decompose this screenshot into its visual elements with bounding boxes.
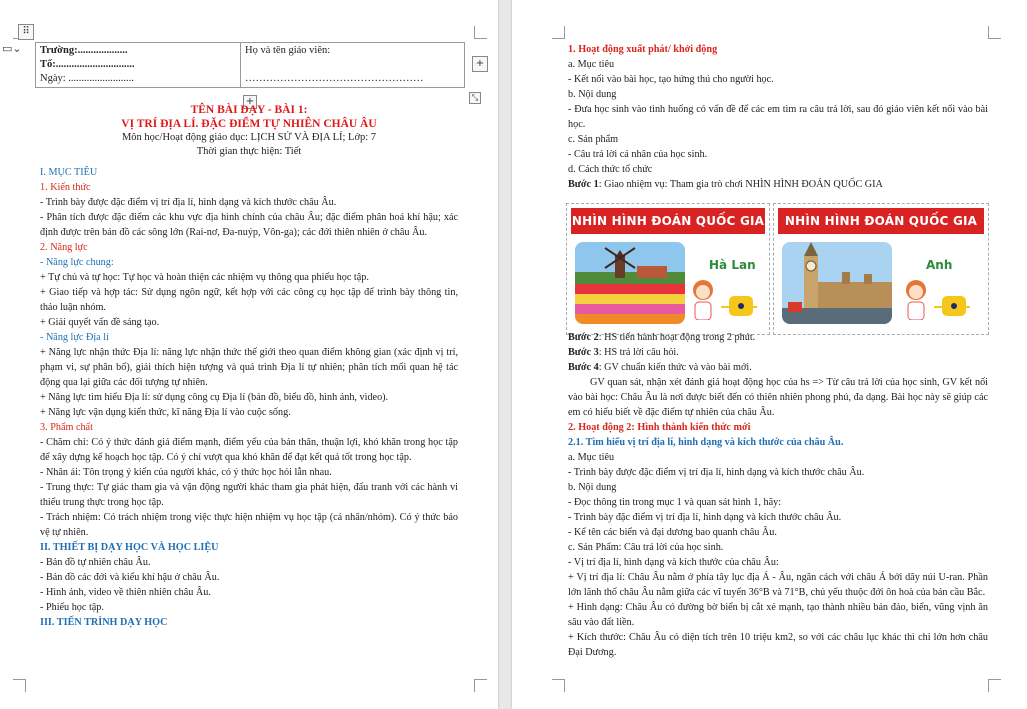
document-page-right bbox=[512, 0, 1027, 709]
product-label: c. Sản phẩm bbox=[568, 134, 619, 145]
subheading-competence: 2. Năng lực bbox=[40, 242, 88, 253]
student-girl-icon bbox=[689, 278, 717, 320]
add-column-icon[interactable]: + bbox=[472, 56, 488, 72]
to-field: Tổ:.............................. bbox=[40, 59, 135, 70]
margin-corner-mark bbox=[552, 26, 565, 39]
answer-button-icon[interactable] bbox=[729, 296, 753, 316]
content-label: b. Nội dung bbox=[568, 482, 617, 493]
objective-text: - Kết nối vào bài học, tạo hứng thú cho người học. bbox=[568, 74, 774, 85]
content-item: - Đọc thông tin trong mục 1 và quan sát hình 1, hãy: bbox=[568, 497, 782, 508]
margin-corner-mark bbox=[13, 679, 26, 692]
activity2-heading: 2. Hoạt động 2: Hình thành kiến thức mới bbox=[568, 422, 751, 433]
product-item: + Kích thước: Châu Âu có diện tích trên 10 triệu km2, so với các châu lục khác thì chỉ lớn hơn châu Đại Dương. bbox=[568, 632, 988, 658]
knowledge-item: - Phân tích được đặc điểm các khu vực địa hình chính của châu Âu; đặc điểm phân hoá khí hậu; xác định được trên bản đồ các sông lớn (Rai-nơ, Đa-nuýp, Vôn-ga); các đới thiên nhiên ở châu Âu. bbox=[40, 212, 458, 238]
step1 bbox=[568, 177, 988, 192]
competence-item: + Giao tiếp và hợp tác: Sử dụng ngôn ngữ, kết hợp với các công cụ học tập để trình bày thông tin, thảo luận nhóm. bbox=[40, 287, 458, 313]
teacher-info-cell[interactable] bbox=[241, 43, 465, 88]
step4 bbox=[568, 360, 988, 375]
section-heading-objectives: I. MỤC TIÊU bbox=[40, 167, 98, 178]
competence-item: + Giải quyết vấn đề sáng tạo. bbox=[40, 317, 160, 328]
student-girl-icon bbox=[902, 278, 930, 320]
truong-field: Trường:................... bbox=[40, 45, 128, 56]
equipment-item: - Hình ảnh, video về thiên nhiên châu Âu. bbox=[40, 587, 211, 598]
quality-item: - Chăm chỉ: Có ý thức đánh giá điểm mạnh, điểm yếu của bản thân, thuận lợi, khó khăn trong học tập để xây dựng kế hoạch học tập. Có ý chí vượt qua khó khăn để đạt kết quả tốt trong học tập. bbox=[40, 437, 458, 463]
step4-label: Bước 4 bbox=[568, 362, 599, 373]
add-row-icon[interactable]: + bbox=[243, 95, 257, 109]
country-name-2: Anh bbox=[926, 258, 953, 272]
table-move-handle-icon[interactable]: ⠿ bbox=[18, 24, 34, 40]
product-item: + Hình dạng: Châu Âu có đường bờ biển bị cắt xẻ mạnh, tạo thành nhiều bán đảo, biển, vũng vịnh ăn sâu vào đất liền. bbox=[568, 602, 988, 628]
equipment-item: - Bản đồ các đới và kiểu khí hậu ở châu Âu. bbox=[40, 572, 220, 583]
content-label: b. Nội dung bbox=[568, 89, 617, 100]
ngay-field: Ngày: ......................... bbox=[40, 73, 134, 84]
left-page-body bbox=[40, 103, 458, 630]
game-banner: NHÌN HÌNH ĐOÁN QUỐC GIA bbox=[571, 208, 765, 234]
lesson-title-line2: VỊ TRÍ ĐỊA LÍ. ĐẶC ĐIỂM TỰ NHIÊN CHÂU ÂU bbox=[121, 118, 377, 130]
teacher-note: GV quan sát, nhận xét đánh giá hoạt động học của hs => Từ câu trả lời của học sinh, GV kết nối vào bài học: Châu Âu là nơi được biết đến có thiên nhiên phong phú, đa dạng. Bài học này sẽ giúp các em có hiểu biết về đặc điểm tự nhiên của châu Âu. bbox=[568, 377, 988, 418]
section-heading-equipment: II. THIẾT BỊ DẠY HỌC VÀ HỌC LIỆU bbox=[40, 542, 219, 553]
country-name-1: Hà Lan bbox=[709, 258, 756, 272]
margin-corner-mark bbox=[474, 26, 487, 39]
subsection-2-1-heading: 2.1. Tìm hiểu vị trí địa lí, hình dạng và kích thước của châu Âu. bbox=[568, 437, 844, 448]
activity1-heading: 1. Hoạt động xuất phát/ khởi động bbox=[568, 44, 718, 55]
teacher-label: Họ và tên giáo viên: bbox=[245, 45, 331, 56]
objective-label: a. Mục tiêu bbox=[568, 452, 615, 463]
quality-item: - Trách nhiệm: Có trách nhiệm trong việc thực hiện nhiệm vụ học tập (cá nhân/nhóm). Có ý thức bảo vệ tự nhiên. bbox=[40, 512, 458, 538]
quality-item: - Trung thực: Tự giác tham gia và vận động người khác tham gia phát hiện, đấu tranh với các hành vi thiếu trung thực trong học tập. bbox=[40, 482, 458, 508]
geo-competence-item: + Năng lực nhận thức Địa lí: năng lực nhận thức thế giới theo quan điểm không gian (xác định vị trí, phạm vi, sự phân bố), giải thích hiện tượng và quá trình Địa lí tự nhiên; phân tích mối quan hệ tác động qua lại giữa các đối tượng tự nhiên. bbox=[40, 347, 458, 388]
game-banner: NHÌN HÌNH ĐOÁN QUỐC GIA bbox=[778, 208, 984, 234]
document-page-left bbox=[0, 0, 498, 709]
step3 bbox=[568, 345, 988, 360]
step3-label: Bước 3 bbox=[568, 347, 599, 358]
geo-competence-item: + Năng lực vận dụng kiến thức, kĩ năng Địa lí vào cuộc sống. bbox=[40, 407, 291, 418]
time-line: Thời gian thực hiện: Tiết bbox=[196, 146, 302, 157]
content-item: - Trình bày đặc điểm vị trí địa lí, hình dạng và kích thước châu Âu. bbox=[568, 512, 842, 523]
general-competence-label: - Năng lực chung: bbox=[40, 257, 114, 268]
product-label: c. Sản Phẩm: Câu trả lời của học sinh. bbox=[568, 542, 724, 553]
answer-button-icon[interactable] bbox=[942, 296, 966, 316]
product-item: - Vị trí địa lí, hình dạng và kích thước của châu Âu: bbox=[568, 557, 779, 568]
geo-competence-item: + Năng lực tìm hiểu Địa lí: sử dụng công cụ Địa lí (bản đồ, biểu đồ, hình ảnh, video). bbox=[40, 392, 389, 403]
margin-corner-mark bbox=[552, 679, 565, 692]
school-info-cell[interactable] bbox=[36, 43, 241, 88]
knowledge-item: - Trình bày được đặc điểm vị trí địa lí, hình dạng và kích thước châu Âu. bbox=[40, 197, 337, 208]
game-card-netherlands[interactable] bbox=[566, 203, 770, 335]
equipment-item: - Bản đồ tự nhiên châu Âu. bbox=[40, 557, 151, 568]
subheading-knowledge: 1. Kiến thức bbox=[40, 182, 91, 193]
quality-item: - Nhân ái: Tôn trọng ý kiến của người khác, có ý thức học hỏi lẫn nhau. bbox=[40, 467, 332, 478]
product-text: - Câu trả lời cá nhân của học sinh. bbox=[568, 149, 708, 160]
objective-label: a. Mục tiêu bbox=[568, 59, 615, 70]
game-card-england[interactable] bbox=[773, 203, 989, 335]
england-photo bbox=[782, 242, 892, 324]
lesson-title-line1: TÊN BÀI DẠY - BÀI 1: bbox=[190, 104, 308, 116]
right-page-body-top bbox=[568, 42, 988, 192]
step1-label: Bước 1 bbox=[568, 179, 599, 190]
product-item: + Vị trí địa lí: Châu Âu nằm ở phía tây lục địa Á - Âu, ngăn cách với châu Á bởi dãy núi U-ran. Phần lớn lãnh thổ châu Âu nằm giữa các vĩ tuyến 36°B và 71°B, chủ yếu thuộc đới ôn hoà của bán cầu Bắc. bbox=[568, 572, 988, 598]
right-page-body-bottom bbox=[568, 330, 988, 660]
step3-text: : HS trả lời câu hỏi. bbox=[598, 347, 679, 358]
step2-label: Bước 2 bbox=[568, 332, 599, 343]
equipment-item: - Phiếu học tập. bbox=[40, 602, 104, 613]
margin-corner-mark bbox=[988, 26, 1001, 39]
geo-competence-label: - Năng lực Địa lí bbox=[40, 332, 109, 343]
layout-options-icon[interactable]: ▭⌄ bbox=[2, 42, 22, 55]
content-text: - Đưa học sinh vào tình huống có vấn đề để các em tìm ra câu trả lời, sau đó giáo viên kết nối vào bài học. bbox=[568, 104, 988, 130]
competence-item: + Tự chủ và tự học: Tự học và hoàn thiện các nhiệm vụ thông qua phiếu học tập. bbox=[40, 272, 369, 283]
netherlands-photo bbox=[575, 242, 685, 324]
margin-corner-mark bbox=[988, 679, 1001, 692]
section-heading-process: III. TIẾN TRÌNH DẠY HỌC bbox=[40, 617, 168, 628]
subject-line: Môn học/Hoạt động giáo dục: LỊCH SỬ VÀ ĐỊA LÍ; Lớp: 7 bbox=[121, 132, 377, 143]
margin-corner-mark bbox=[474, 679, 487, 692]
step4-text: : GV chuẩn kiến thức và vào bài mới. bbox=[598, 362, 752, 373]
subheading-qualities: 3. Phẩm chất bbox=[40, 422, 93, 433]
content-item: - Kể tên các biển và đại dương bao quanh châu Âu. bbox=[568, 527, 777, 538]
step2 bbox=[568, 330, 988, 345]
header-info-table bbox=[35, 42, 465, 88]
teacher-dots: …………………………………………… bbox=[245, 73, 424, 84]
method-label: d. Cách thức tổ chức bbox=[568, 164, 653, 175]
objective-text: - Trình bày được đặc điểm vị trí địa lí, hình dạng và kích thước châu Âu. bbox=[568, 467, 865, 478]
table-resize-handle-icon[interactable]: ⤡ bbox=[469, 92, 481, 104]
step1-text: : Giao nhiệm vụ: Tham gia trò chơi NHÌN HÌNH ĐOÁN QUỐC GIA bbox=[598, 179, 883, 190]
step2-text: : HS tiến hành hoạt động trong 2 phút. bbox=[598, 332, 756, 343]
